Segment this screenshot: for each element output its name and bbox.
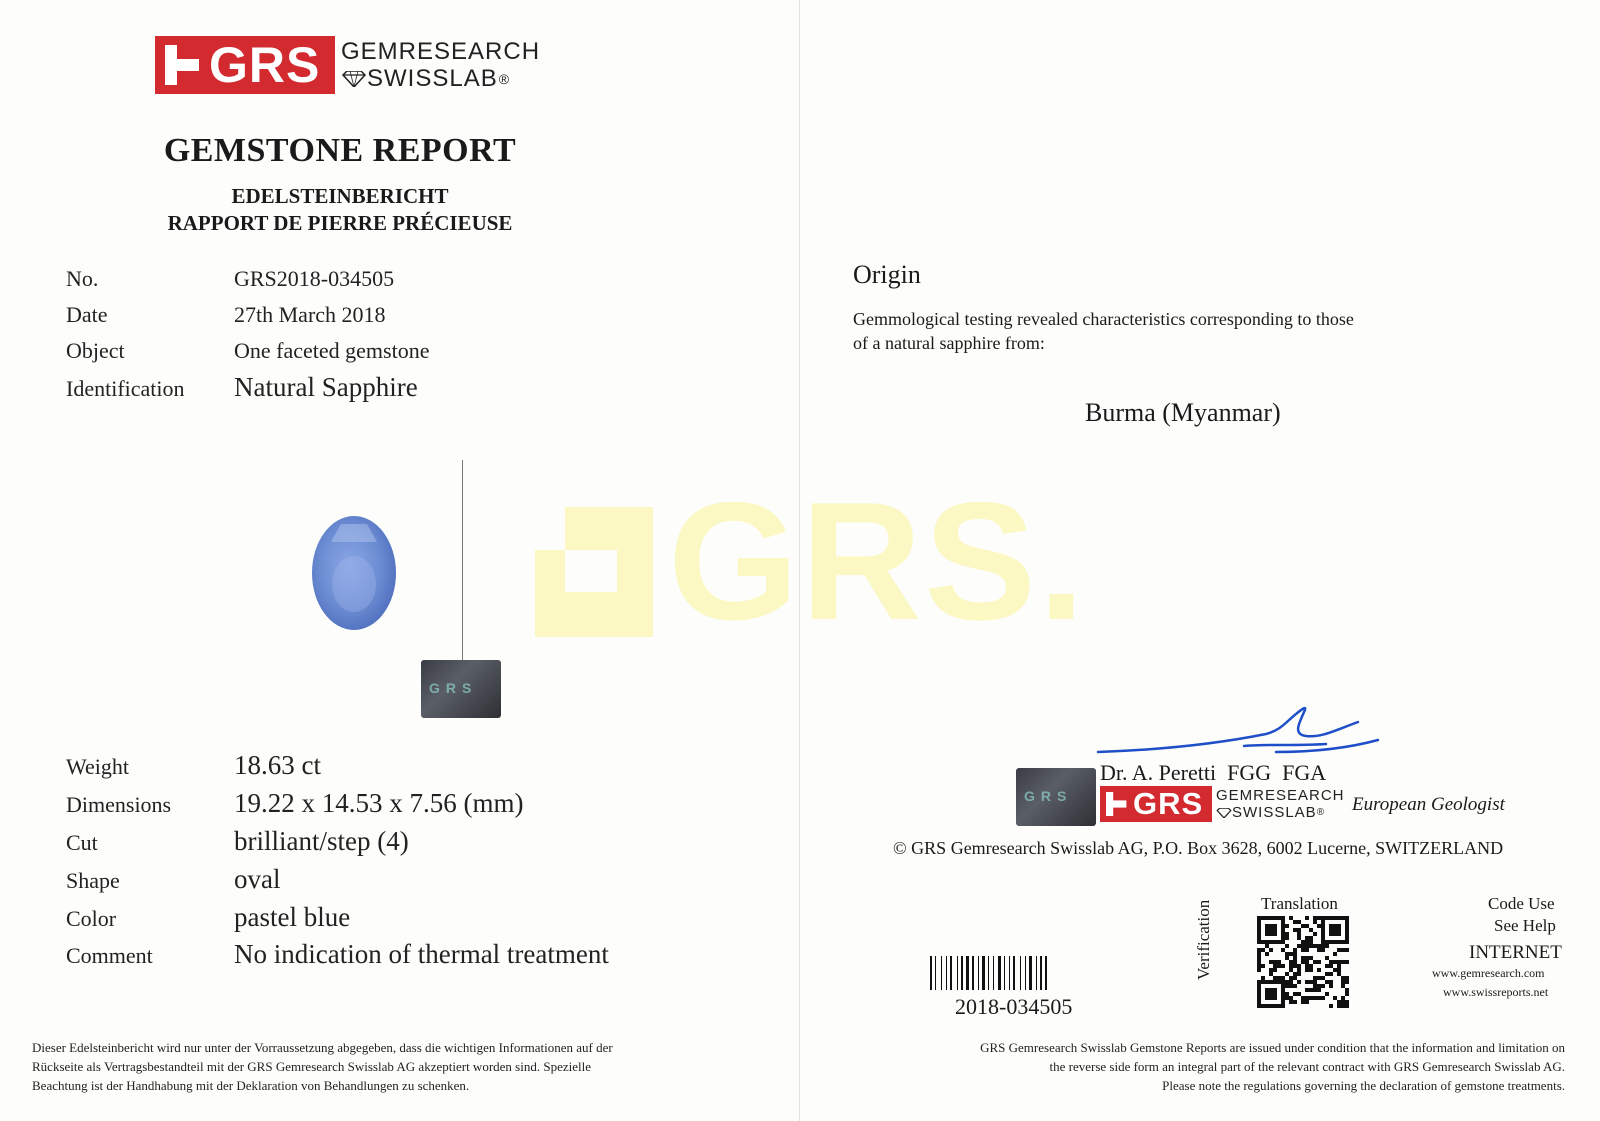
url-gemresearch: www.gemresearch.com	[1432, 966, 1545, 980]
barcode-bar	[1009, 956, 1010, 990]
disclaimer-de	[32, 1038, 772, 1095]
scale-line	[462, 460, 463, 660]
qr-module	[1305, 1000, 1309, 1004]
qr-module	[1297, 980, 1301, 984]
swiss-cross-icon	[1106, 792, 1130, 816]
qr-module	[1325, 944, 1329, 948]
qr-module	[1329, 984, 1333, 988]
qr-module	[1345, 940, 1349, 944]
label-number: No.	[66, 266, 99, 291]
barcode-bar	[946, 956, 947, 990]
verification-label: Verification	[1194, 899, 1213, 980]
qr-module	[1285, 924, 1289, 928]
logo-line-2: SWISSLAB	[367, 65, 498, 92]
disclaimer-de-line: Beachtung ist der Handhabung mit der Deklaration von Behandlungen zu schenken.	[32, 1078, 470, 1093]
qr-module	[1257, 968, 1261, 972]
signatory-title: European Geologist	[1352, 794, 1505, 815]
qr-module	[1333, 952, 1337, 956]
barcode	[930, 956, 1110, 990]
qr-module	[1281, 1004, 1285, 1008]
qr-module	[1297, 972, 1301, 976]
barcode-bar	[941, 956, 942, 990]
barcode-bar	[1040, 956, 1042, 990]
origin-heading: Origin	[853, 260, 921, 289]
origin-value: Burma (Myanmar)	[1085, 398, 1281, 427]
qr-module	[1265, 952, 1269, 956]
qr-module	[1273, 996, 1277, 1000]
origin-text-line: Gemmological testing revealed characteristics corresponding to those	[853, 309, 1354, 329]
hologram-sticker	[421, 660, 501, 718]
qr-module	[1317, 960, 1321, 964]
grs-logo-box	[155, 36, 335, 94]
barcode-bar	[935, 956, 936, 990]
qr-module	[1345, 992, 1349, 996]
diamond-icon	[341, 71, 367, 87]
disclaimer-en-line: Please note the regulations governing the declaration of gemstone treatments.	[1162, 1078, 1565, 1093]
gemstone-photo	[309, 514, 399, 637]
value-color: pastel blue	[234, 902, 351, 932]
qr-module	[1329, 972, 1333, 976]
barcode-bar	[961, 956, 963, 990]
qr-module	[1321, 996, 1325, 1000]
label-cut: Cut	[66, 830, 98, 855]
report-title-fr: RAPPORT DE PIERRE PRÉCIEUSE	[167, 211, 513, 235]
qr-module	[1309, 968, 1313, 972]
see-help-label: See Help	[1494, 916, 1556, 935]
qr-module	[1273, 932, 1277, 936]
value-number: GRS2018-034505	[234, 266, 395, 291]
value-identification: Natural Sapphire	[234, 372, 418, 402]
label-weight: Weight	[66, 754, 129, 779]
grs-watermark	[535, 467, 1095, 655]
qr-module	[1345, 948, 1349, 952]
qr-module	[1317, 968, 1321, 972]
qr-module	[1329, 1004, 1333, 1008]
qr-module	[1273, 968, 1277, 972]
barcode-bar	[1036, 956, 1037, 990]
logo-line-1: GEMRESEARCH	[341, 38, 541, 65]
label-object: Object	[66, 338, 125, 363]
qr-module	[1293, 984, 1297, 988]
origin-text	[853, 307, 1453, 355]
qr-module	[1325, 992, 1329, 996]
value-cut: brilliant/step (4)	[234, 826, 409, 856]
report-title: GEMSTONE REPORT	[163, 132, 517, 169]
qr-module	[1281, 964, 1285, 968]
disclaimer-de-line: Dieser Edelsteinbericht wird nur unter der Vorraussetzung abgegeben, dass die wichtigen Informationen auf der	[32, 1040, 613, 1055]
signatory-name: Dr. A. Peretti FGG FGA	[1100, 760, 1327, 785]
barcode-number: 2018-034505	[955, 994, 1073, 1019]
qr-module	[1285, 944, 1289, 948]
value-weight: 18.63 ct	[234, 750, 321, 780]
registered-mark: ®	[1316, 806, 1326, 818]
logo-letters: GRS	[1133, 786, 1204, 821]
qr-module	[1345, 980, 1349, 984]
translation-label: Translation	[1261, 894, 1338, 913]
qr-module	[1321, 948, 1325, 952]
qr-module	[1305, 948, 1309, 952]
barcode-bar	[1013, 956, 1015, 990]
grs-logo-box	[1100, 786, 1212, 822]
disclaimer-en	[838, 1038, 1565, 1095]
qr-module	[1305, 916, 1309, 920]
disclaimer-en-line: the reverse side form an integral part of the relevant contract with GRS Gemresearch Swisslab AG.	[1049, 1059, 1565, 1074]
qr-module	[1345, 1004, 1349, 1008]
disclaimer-en-line: GRS Gemresearch Swisslab Gemstone Reports are issued under condition that the information and limitation on	[980, 1040, 1565, 1055]
barcode-bar	[982, 956, 985, 990]
label-dimensions: Dimensions	[66, 792, 172, 817]
barcode-bar	[998, 956, 1001, 990]
watermark-text: GRS.	[668, 467, 1087, 655]
barcode-bar	[1020, 956, 1021, 990]
logo-line-2: SWISSLAB	[1232, 804, 1317, 821]
barcode-bar	[957, 956, 958, 990]
qr-module	[1269, 948, 1273, 952]
label-color: Color	[66, 906, 117, 931]
barcode-bar	[988, 956, 989, 990]
barcode-bar	[966, 956, 969, 990]
barcode-bar	[1045, 956, 1047, 990]
swiss-cross-icon	[165, 45, 205, 85]
qr-code	[1257, 916, 1349, 1008]
qr-module	[1285, 936, 1289, 940]
label-date: Date	[66, 302, 108, 327]
barcode-bar	[1004, 956, 1005, 990]
qr-module	[1321, 984, 1325, 988]
registered-mark: ®	[498, 71, 511, 87]
qr-module	[1313, 932, 1317, 936]
url-swissreports: www.swissreports.net	[1443, 985, 1549, 999]
value-dimensions: 19.22 x 14.53 x 7.56 (mm)	[234, 788, 524, 818]
barcode-bar	[972, 956, 974, 990]
barcode-bar	[950, 956, 952, 990]
origin-text-line: of a natural sapphire from:	[853, 333, 1045, 353]
qr-module	[1261, 964, 1265, 968]
value-date: 27th March 2018	[234, 302, 386, 327]
barcode-bar	[993, 956, 994, 990]
disclaimer-de-line: Rückseite als Vertragsbestandteil mit der GRS Gemresearch Swisslab AG akzeptiert worden sind. Spezielle	[32, 1059, 591, 1074]
internet-label: INTERNET	[1469, 942, 1562, 963]
hologram-sticker-right	[1016, 768, 1096, 826]
code-use-label: Code Use	[1488, 894, 1555, 913]
barcode-bar	[1025, 956, 1026, 990]
copyright-line: © GRS Gemresearch Swisslab AG, P.O. Box 3628, 6002 Lucerne, SWITZERLAND	[893, 838, 1504, 858]
label-identification: Identification	[66, 376, 185, 401]
diamond-icon	[1216, 808, 1232, 818]
value-comment: No indication of thermal treatment	[234, 939, 609, 969]
barcode-bar	[1029, 956, 1032, 990]
logo-line-1: GEMRESEARCH	[1216, 787, 1345, 804]
hologram-text: GRS	[1024, 788, 1073, 804]
logo-letters: GRS	[209, 37, 321, 93]
hologram-text: GRS	[429, 680, 478, 696]
label-comment: Comment	[66, 943, 153, 968]
qr-module	[1317, 988, 1321, 992]
value-shape: oval	[234, 864, 281, 894]
qr-module	[1337, 932, 1341, 936]
value-object: One faceted gemstone	[234, 338, 430, 363]
qr-module	[1293, 1000, 1297, 1004]
label-shape: Shape	[66, 868, 120, 893]
report-title-de: EDELSTEINBERICHT	[231, 184, 449, 208]
qr-module	[1345, 960, 1349, 964]
barcode-bar	[930, 956, 932, 990]
barcode-bar	[978, 956, 979, 990]
